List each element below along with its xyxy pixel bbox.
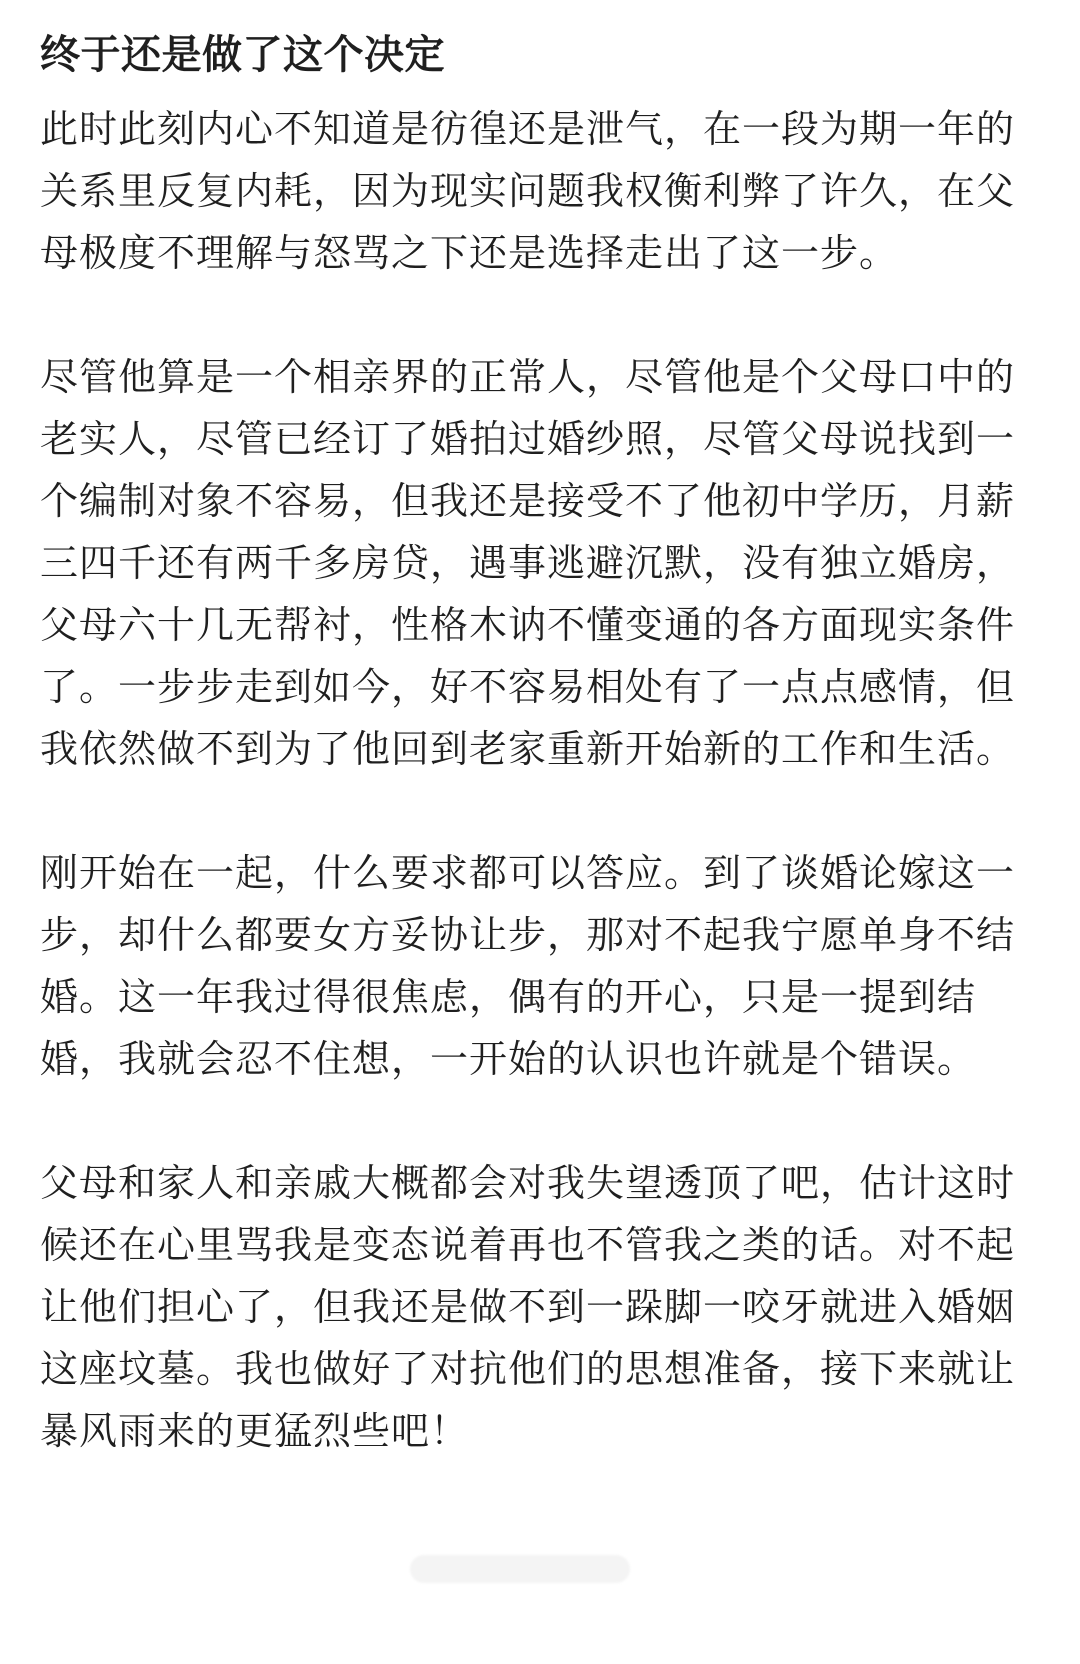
article-paragraph: 此时此刻内心不知道是彷徨还是泄气，在一段为期一年的关系里反复内耗，因为现实问题我权衡利弊了许久，在父母极度不理解与怒骂之下还是选择走出了这一步。 xyxy=(40,107,1016,275)
article-title: 终于还是做了这个决定 xyxy=(40,32,445,78)
article-paragraph: 尽管他算是一个相亲界的正常人，尽管他是个父母口中的老实人，尽管已经订了婚拍过婚纱照，尽管父母说找到一个编制对象不容易，但我还是接受不了他初中学历，月薪三四千还有两千多房贷，遇事逃避沉默，没有独立婚房，父母六十几无帮衬，性格木讷不懂变通的各方面现实条件了。一步步走到如今，好不容易相处有了一点点感情，但我依然做不到为了他回到老家重新开始新的工作和生活。 xyxy=(40,355,1016,771)
watermark-smudge xyxy=(410,1555,630,1583)
article-paragraph: 父母和家人和亲戚大概都会对我失望透顶了吧，估计这时候还在心里骂我是变态说着再也不管我之类的话。对不起让他们担心了，但我还是做不到一跺脚一咬牙就进入婚姻这座坟墓。我也做好了对抗他们的思想准备，接下来就让暴风雨来的更猛烈些吧！ xyxy=(40,1161,1016,1453)
article-paragraph: 刚开始在一起，什么要求都可以答应。到了谈婚论嫁这一步，却什么都要女方妥协让步，那对不起我宁愿单身不结婚。这一年我过得很焦虑，偶有的开心，只是一提到结婚，我就会忍不住想，一开始的认识也许就是个错误。 xyxy=(40,851,1016,1081)
